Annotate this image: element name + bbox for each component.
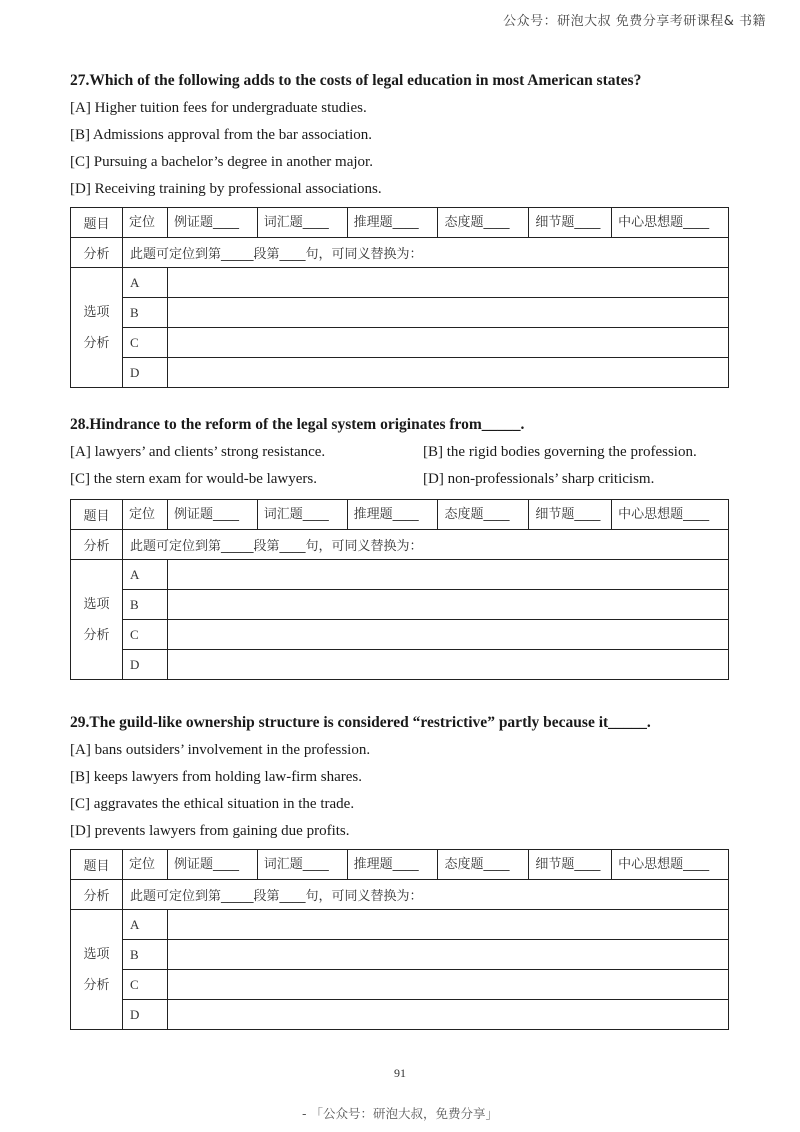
option-b: [B] keeps lawyers from holding law-firm shares.	[70, 769, 363, 785]
question-type-row	[123, 850, 728, 879]
answer-cell-c[interactable]	[168, 970, 729, 1000]
label-analysis: 分析	[71, 530, 123, 560]
option-a: [A] bans outsiders’ involvement in the profession.	[70, 742, 371, 758]
type-vocab: 词汇题____	[258, 850, 348, 879]
letter-c: C	[123, 328, 168, 358]
letter-a: A	[123, 910, 168, 940]
analysis-table	[70, 849, 729, 1030]
analysis-table	[70, 499, 729, 680]
type-attitude: 态度题____	[438, 208, 529, 237]
question-type-row	[123, 500, 728, 529]
question-28	[70, 416, 730, 680]
option-d: [D] Receiving training by professional associations.	[70, 181, 382, 197]
type-attitude: 态度题____	[438, 850, 529, 879]
question-type-row	[123, 208, 728, 237]
letter-d: D	[123, 650, 168, 680]
answer-cell-d[interactable]	[168, 650, 729, 680]
type-attitude: 态度题____	[438, 500, 529, 529]
label-analysis: 分析	[71, 238, 123, 268]
letter-a: A	[123, 560, 168, 590]
label-option-analysis: 选项 分析	[71, 560, 123, 680]
letter-d: D	[123, 358, 168, 388]
answer-cell-d[interactable]	[168, 358, 729, 388]
question-title: 28.Hindrance to the reform of the legal system originates from_____.	[70, 416, 525, 433]
type-detail: 细节题____	[529, 500, 612, 529]
label-topic: 题目	[71, 208, 123, 238]
footer-note: - 「公众号：研泡大叔，免费分享」	[302, 1106, 498, 1121]
letter-b: B	[123, 298, 168, 328]
type-example: 例证题____	[168, 500, 258, 529]
type-detail: 细节题____	[529, 850, 612, 879]
answer-cell-b[interactable]	[168, 590, 729, 620]
letter-c: C	[123, 620, 168, 650]
answer-cell-a[interactable]	[168, 268, 729, 298]
type-example: 例证题____	[168, 850, 258, 879]
type-main-idea: 中心思想题____	[618, 857, 710, 872]
option-b: [B] Admissions approval from the bar association.	[70, 127, 373, 143]
option-a: [A] Higher tuition fees for undergraduate studies.	[70, 100, 367, 116]
option-c: [C] aggravates the ethical situation in the trade.	[70, 796, 355, 812]
analysis-table	[70, 207, 729, 388]
type-detail: 细节题____	[529, 208, 612, 237]
label-topic: 题目	[71, 500, 123, 530]
option-d: [D] non-professionals’ sharp criticism.	[423, 471, 655, 487]
type-vocab: 词汇题____	[258, 208, 348, 237]
question-29	[70, 714, 730, 1030]
answer-cell-b[interactable]	[168, 940, 729, 970]
option-a: [A] lawyers’ and clients’ strong resistance.	[70, 444, 326, 460]
letter-c: C	[123, 970, 168, 1000]
option-c: [C] Pursuing a bachelor’s degree in another major.	[70, 154, 373, 170]
option-b: [B] the rigid bodies governing the profession.	[423, 444, 697, 460]
question-title: 29.The guild-like ownership structure is considered “restrictive” partly because it_____.	[70, 714, 651, 731]
locate-text: 此题可定位到第_____段第____句，可同义替换为：	[123, 880, 729, 910]
letter-a: A	[123, 268, 168, 298]
type-inference: 推理题____	[348, 850, 439, 879]
label-option-analysis: 选项 分析	[71, 910, 123, 1030]
letter-b: B	[123, 590, 168, 620]
label-option-analysis: 选项 分析	[71, 268, 123, 388]
label-topic: 题目	[71, 850, 123, 880]
type-inference: 推理题____	[348, 500, 439, 529]
type-example: 例证题____	[168, 208, 258, 237]
answer-cell-a[interactable]	[168, 910, 729, 940]
type-main-idea: 中心思想题____	[618, 215, 710, 230]
locate-text: 此题可定位到第_____段第____句，可同义替换为：	[123, 530, 729, 560]
type-locate: 定位	[123, 208, 168, 237]
question-27	[70, 72, 730, 388]
answer-cell-b[interactable]	[168, 298, 729, 328]
option-c: [C] the stern exam for would-be lawyers.	[70, 471, 318, 487]
label-analysis: 分析	[71, 880, 123, 910]
type-locate: 定位	[123, 500, 168, 529]
option-d: [D] prevents lawyers from gaining due profits.	[70, 823, 350, 839]
type-locate: 定位	[123, 850, 168, 879]
letter-d: D	[123, 1000, 168, 1030]
answer-cell-c[interactable]	[168, 620, 729, 650]
letter-b: B	[123, 940, 168, 970]
answer-cell-c[interactable]	[168, 328, 729, 358]
question-title: 27.Which of the following adds to the costs of legal education in most American states?	[70, 72, 642, 89]
page-number: 91	[394, 1066, 406, 1080]
type-vocab: 词汇题____	[258, 500, 348, 529]
type-inference: 推理题____	[348, 208, 439, 237]
locate-text: 此题可定位到第_____段第____句，可同义替换为：	[123, 238, 729, 268]
header-note: 公众号：研泡大叔 免费分享考研课程& 书籍	[503, 14, 766, 29]
answer-cell-d[interactable]	[168, 1000, 729, 1030]
type-main-idea: 中心思想题____	[618, 507, 710, 522]
answer-cell-a[interactable]	[168, 560, 729, 590]
